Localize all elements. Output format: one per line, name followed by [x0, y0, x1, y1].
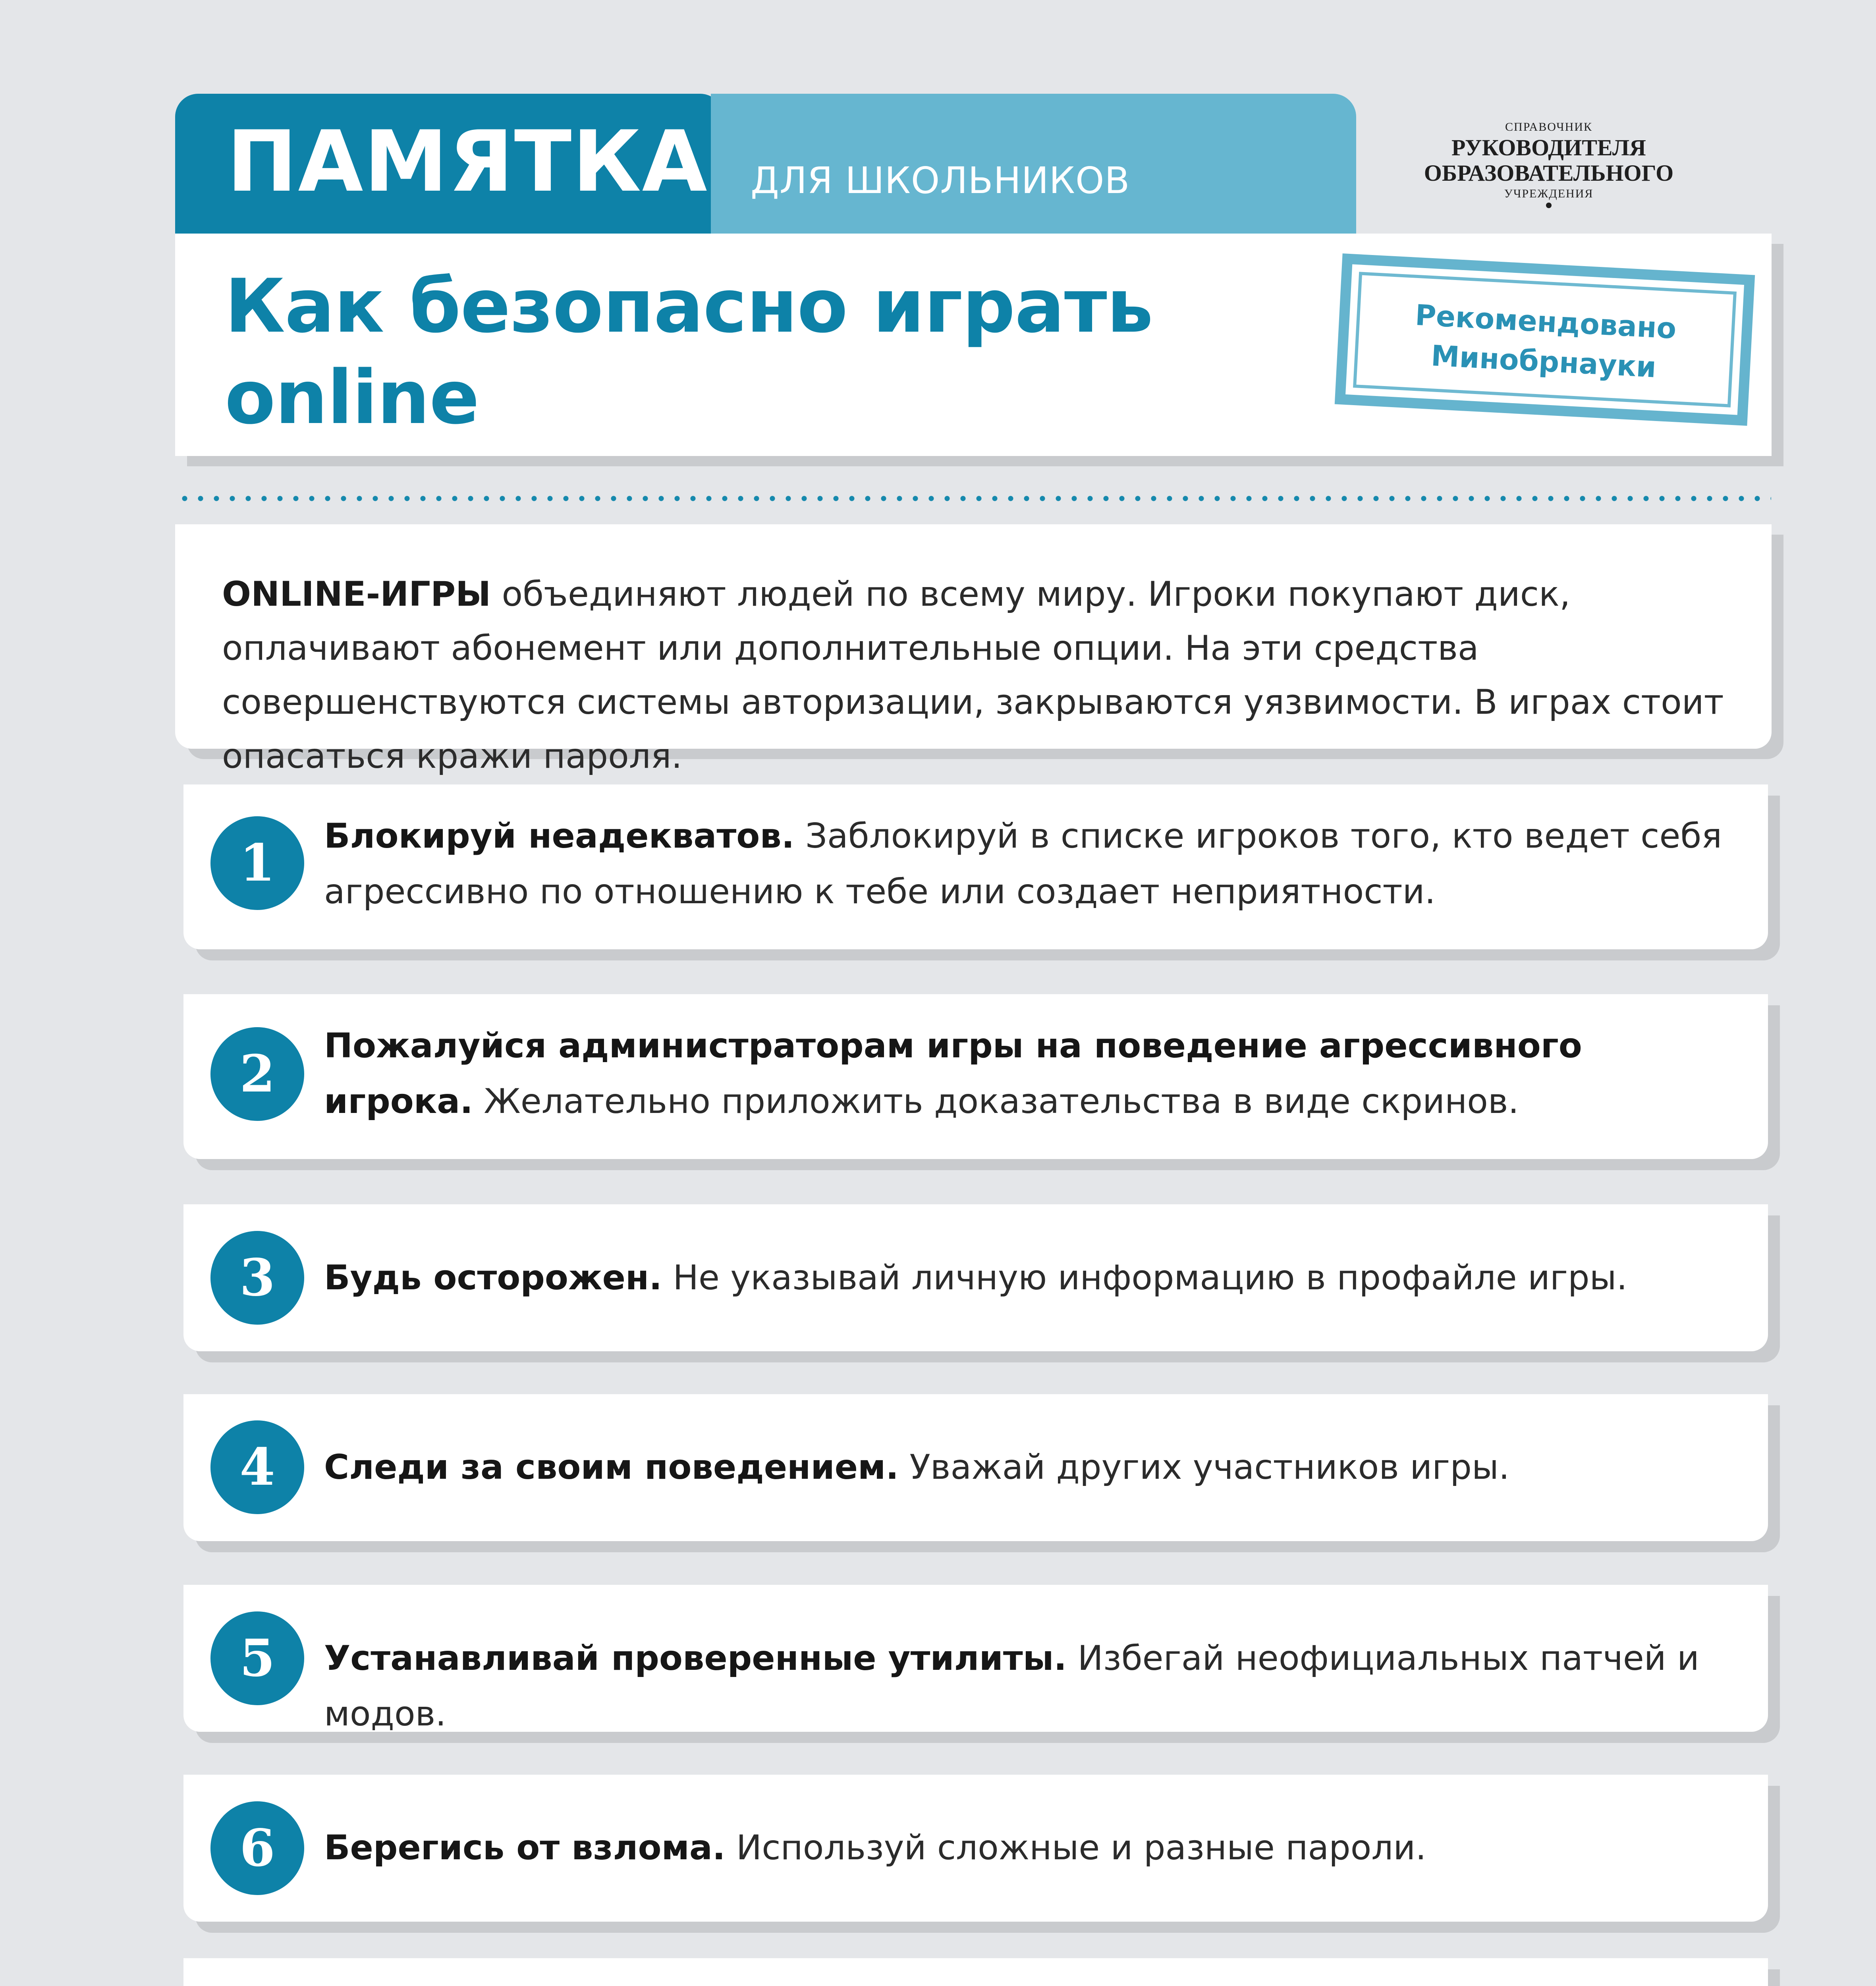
number-badge-1: 1 — [210, 816, 304, 910]
logo-line-3: ОБРАЗОВАТЕЛЬНОГО — [1424, 160, 1674, 186]
header-tab-main — [175, 94, 723, 234]
page-title-line-2: online — [225, 354, 479, 440]
tip-bold-5: Устанавливай проверенные утилиты. — [324, 1638, 1067, 1678]
dotted-divider — [177, 496, 1771, 501]
stamp-line-2: Минобрнауки — [1430, 339, 1657, 384]
intro-text: объединяют людей по всему миру. Игроки покупают диск, оплачивают абонемент или дополнительные опции. На эти средства совершенствуются системы авторизации, закрываются уязвимости. В играх стоит опасаться кражи пароля. — [222, 574, 1724, 776]
stamp-line-1: Рекомендовано — [1414, 298, 1677, 346]
publisher-logo — [1414, 119, 1684, 208]
number-badge-5: 5 — [210, 1611, 304, 1705]
tip-text-5 — [324, 1631, 1732, 1742]
tip-body-3: Не указывай личную информацию в профайле игры. — [662, 1258, 1627, 1298]
page-title-line-1: Как безопасно играть — [225, 263, 1153, 349]
header-title: ПАМЯТКА — [227, 112, 708, 211]
intro-card — [175, 524, 1772, 776]
tip-text-7 — [324, 1982, 1732, 1986]
intro-lead: ONLINE-ИГРЫ — [222, 574, 491, 614]
header-tab-sub — [711, 94, 1356, 234]
tip-text-6 — [324, 1820, 1732, 1876]
tip-body-5: Избегай неофициальных патчей и модов. — [324, 1638, 1699, 1734]
tip-bold-1: Блокируй неадекватов. — [324, 816, 795, 856]
recommendation-stamp — [1335, 253, 1755, 426]
number-badge-6: 6 — [210, 1801, 304, 1895]
tip-card-3 — [183, 1204, 1768, 1351]
logo-line-4: УЧРЕЖДЕНИЯ — [1504, 187, 1594, 200]
tip-bold-2: Пожалуйся администраторам игры на поведение агрессивного игрока. — [324, 1026, 1582, 1121]
tip-text-1 — [324, 808, 1732, 920]
tip-body-4: Уважай других участников игры. — [899, 1447, 1510, 1487]
tip-card-1 — [183, 784, 1768, 949]
tip-bold-4: Следи за своим поведением. — [324, 1447, 899, 1487]
number-badge-2: 2 — [210, 1027, 304, 1121]
tip-card-7 — [183, 1958, 1768, 1986]
tip-text-2 — [324, 1018, 1732, 1129]
logo-line-1: СПРАВОЧНИК — [1505, 120, 1592, 133]
logo-dot — [1546, 203, 1552, 208]
header-subtitle: ДЛЯ ШКОЛЬНИКОВ — [751, 159, 1130, 202]
tip-card-5 — [183, 1585, 1768, 1732]
tip-body-1: Заблокируй в списке игроков того, кто ведет себя агрессивно по отношению к тебе или создает неприятности. — [324, 816, 1722, 912]
tip-body-2: Желательно приложить доказательства в виде скринов. — [473, 1082, 1519, 1121]
tip-text-3 — [324, 1250, 1732, 1306]
number-badge-4: 4 — [210, 1420, 304, 1514]
tip-text-4 — [324, 1439, 1732, 1495]
tip-card-2 — [183, 994, 1768, 1159]
tip-bold-3: Будь осторожен. — [324, 1258, 662, 1298]
tip-card-4 — [183, 1394, 1768, 1541]
number-badge-3: 3 — [210, 1231, 304, 1325]
tip-card-6 — [183, 1775, 1768, 1922]
tip-body-6: Используй сложные и разные пароли. — [725, 1828, 1426, 1868]
logo-line-2: РУКОВОДИТЕЛЯ — [1451, 135, 1646, 160]
tip-bold-6: Берегись от взлома. — [324, 1828, 726, 1868]
